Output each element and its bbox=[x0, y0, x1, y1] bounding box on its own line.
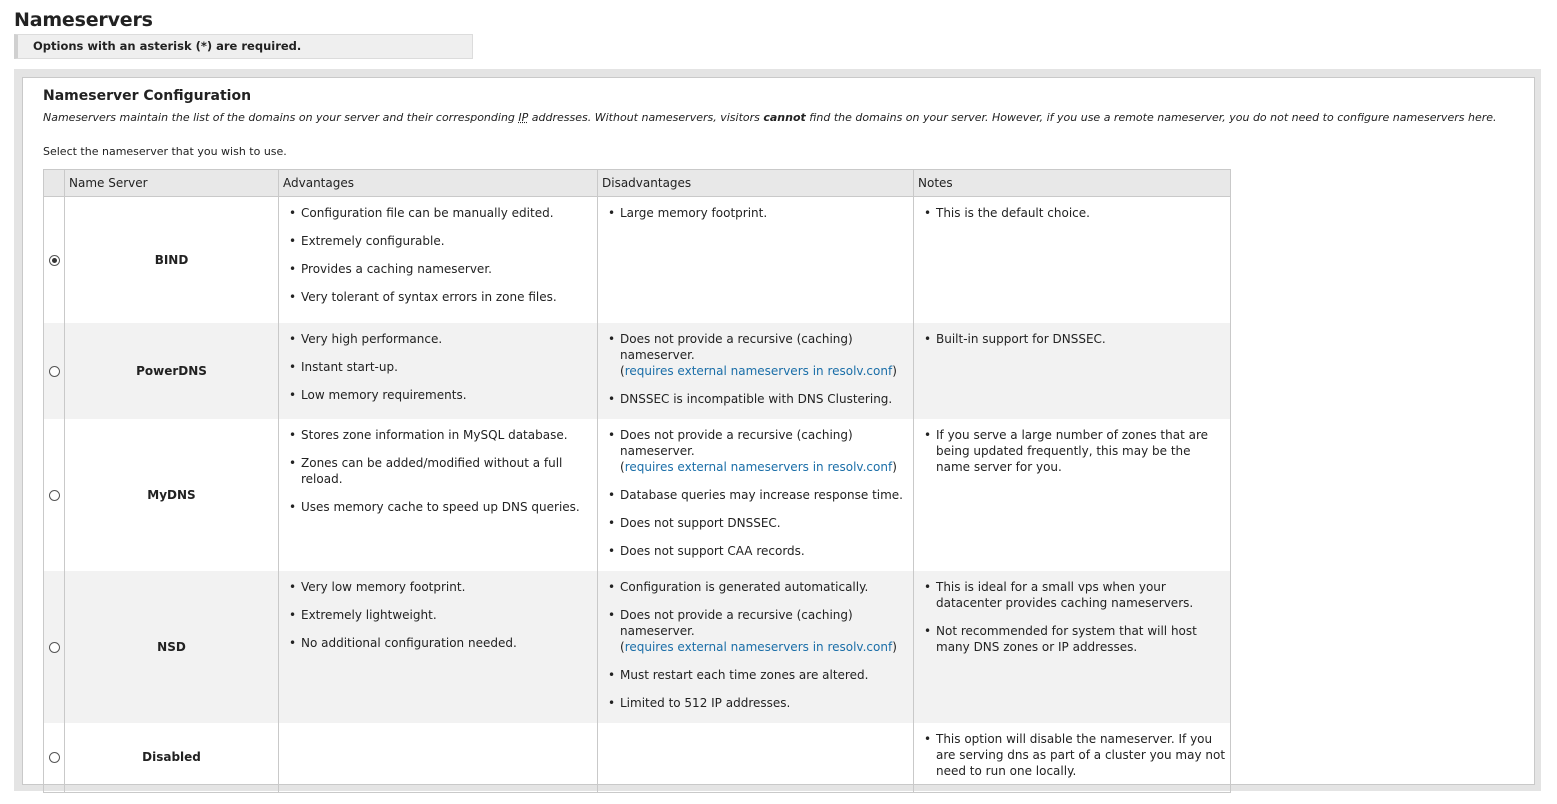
radio-cell bbox=[44, 723, 65, 793]
advantages-cell bbox=[279, 571, 598, 723]
radio-mydns[interactable] bbox=[49, 490, 60, 501]
list-item: • Does not support CAA records. bbox=[608, 543, 909, 559]
table-row-disabled bbox=[44, 723, 1231, 793]
list-item: • Zones can be added/modified without a full reload. bbox=[289, 455, 593, 487]
list-item: • Low memory requirements. bbox=[289, 387, 593, 403]
list-item-text: Does not provide a recursive (caching) nameserver. bbox=[620, 331, 853, 362]
notes-cell bbox=[914, 197, 1231, 323]
section-description bbox=[43, 111, 1497, 124]
list-item: • Does not provide a recursive (caching) nameserver. (requires external nameservers in resolv.conf) bbox=[608, 331, 909, 379]
list-item: • Provides a caching nameserver. bbox=[289, 261, 593, 277]
list-item: • This is the default choice. bbox=[924, 205, 1226, 221]
list-item: • This option will disable the nameserver. If you are serving dns as part of a cluster you may not need to run one locally. bbox=[924, 731, 1226, 779]
radio-nsd[interactable] bbox=[49, 642, 60, 653]
required-note: Options with an asterisk (*) are required. bbox=[14, 34, 473, 59]
notes-cell bbox=[914, 419, 1231, 571]
list-item: • Stores zone information in MySQL database. bbox=[289, 427, 593, 443]
table-row-powerdns bbox=[44, 323, 1231, 419]
table-row-mydns bbox=[44, 419, 1231, 571]
list-item: • If you serve a large number of zones that are being updated frequently, this may be the name server for you. bbox=[924, 427, 1226, 475]
table-header-row bbox=[44, 170, 1231, 197]
advantages-list bbox=[279, 571, 597, 663]
disadvantages-cell bbox=[598, 571, 914, 723]
notes-list bbox=[914, 323, 1230, 359]
list-item: • Database queries may increase response time. bbox=[608, 487, 909, 503]
advantages-list bbox=[279, 323, 597, 415]
section-title: Nameserver Configuration bbox=[43, 88, 252, 104]
notes-list bbox=[914, 723, 1230, 791]
radio-cell bbox=[44, 323, 65, 419]
list-item: • Very high performance. bbox=[289, 331, 593, 347]
config-panel-frame bbox=[14, 69, 1541, 791]
list-item-text: Does not provide a recursive (caching) nameserver. bbox=[620, 607, 853, 638]
description-text: find the domains on your server. However, if you use a remote nameserver, you do not need to configure nameservers here. bbox=[805, 111, 1497, 124]
list-item: • Limited to 512 IP addresses. bbox=[608, 695, 909, 711]
list-item: • Built-in support for DNSSEC. bbox=[924, 331, 1226, 347]
description-text: addresses. Without nameservers, visitors bbox=[528, 111, 764, 124]
header-name-server: Name Server bbox=[65, 170, 279, 197]
list-item: • Uses memory cache to speed up DNS queries. bbox=[289, 499, 593, 515]
list-item: • Extremely lightweight. bbox=[289, 607, 593, 623]
resolv-conf-link[interactable]: requires external nameservers in resolv.conf bbox=[624, 639, 893, 654]
page-title: Nameservers bbox=[14, 9, 153, 31]
notes-cell bbox=[914, 571, 1231, 723]
disadvantages-cell bbox=[598, 323, 914, 419]
advantages-cell bbox=[279, 419, 598, 571]
header-select bbox=[44, 170, 65, 197]
list-item: • Does not support DNSSEC. bbox=[608, 515, 909, 531]
nameserver-name: MyDNS bbox=[65, 419, 279, 571]
disadvantages-cell bbox=[598, 723, 914, 793]
resolv-conf-link[interactable]: requires external nameservers in resolv.conf bbox=[624, 363, 893, 378]
nameserver-name: Disabled bbox=[65, 723, 279, 793]
advantages-list bbox=[279, 419, 597, 527]
disadvantages-list bbox=[598, 419, 913, 571]
disadvantages-list bbox=[598, 571, 913, 723]
list-item: • Configuration file can be manually edited. bbox=[289, 205, 593, 221]
advantages-cell bbox=[279, 723, 598, 793]
list-item: • Very tolerant of syntax errors in zone files. bbox=[289, 289, 593, 305]
list-item: • Very low memory footprint. bbox=[289, 579, 593, 595]
header-disadvantages: Disadvantages bbox=[598, 170, 914, 197]
list-item: • No additional configuration needed. bbox=[289, 635, 593, 651]
list-item: • This is ideal for a small vps when your datacenter provides caching nameservers. bbox=[924, 579, 1226, 611]
radio-cell bbox=[44, 419, 65, 571]
radio-cell bbox=[44, 571, 65, 723]
disadvantages-list bbox=[598, 323, 913, 419]
disadvantages-cell bbox=[598, 419, 914, 571]
nameserver-name: PowerDNS bbox=[65, 323, 279, 419]
list-item-text: Does not provide a recursive (caching) nameserver. bbox=[620, 427, 853, 458]
radio-disabled[interactable] bbox=[49, 752, 60, 763]
header-notes: Notes bbox=[914, 170, 1231, 197]
list-item: • DNSSEC is incompatible with DNS Clustering. bbox=[608, 391, 909, 407]
list-item: • Large memory footprint. bbox=[608, 205, 909, 221]
radio-bind[interactable] bbox=[49, 255, 60, 266]
description-text: Nameservers maintain the list of the domains on your server and their corresponding bbox=[43, 111, 519, 124]
list-item: • Extremely configurable. bbox=[289, 233, 593, 249]
list-item: • Instant start-up. bbox=[289, 359, 593, 375]
table-row-bind bbox=[44, 197, 1231, 323]
disadvantages-cell bbox=[598, 197, 914, 323]
radio-powerdns[interactable] bbox=[49, 366, 60, 377]
list-item: • Not recommended for system that will host many DNS zones or IP addresses. bbox=[924, 623, 1226, 655]
table-row-nsd bbox=[44, 571, 1231, 723]
notes-cell bbox=[914, 723, 1231, 793]
advantages-cell bbox=[279, 197, 598, 323]
notes-list bbox=[914, 419, 1230, 487]
notes-cell bbox=[914, 323, 1231, 419]
notes-list bbox=[914, 197, 1230, 233]
nameserver-name: BIND bbox=[65, 197, 279, 323]
notes-list bbox=[914, 571, 1230, 667]
resolv-conf-link[interactable]: requires external nameservers in resolv.conf bbox=[624, 459, 893, 474]
list-item: • Configuration is generated automatically. bbox=[608, 579, 909, 595]
radio-cell bbox=[44, 197, 65, 323]
ip-abbreviation: IP bbox=[518, 111, 529, 124]
advantages-cell bbox=[279, 323, 598, 419]
list-item: • Does not provide a recursive (caching) nameserver. (requires external nameservers in resolv.conf) bbox=[608, 427, 909, 475]
description-emphasis: cannot bbox=[763, 111, 806, 124]
list-item: • Does not provide a recursive (caching) nameserver. (requires external nameservers in resolv.conf) bbox=[608, 607, 909, 655]
advantages-list bbox=[279, 197, 597, 317]
config-panel bbox=[22, 77, 1535, 785]
header-advantages: Advantages bbox=[279, 170, 598, 197]
nameserver-table bbox=[43, 169, 1231, 793]
disadvantages-list bbox=[598, 197, 913, 233]
nameserver-name: NSD bbox=[65, 571, 279, 723]
list-item: • Must restart each time zones are altered. bbox=[608, 667, 909, 683]
select-prompt: Select the nameserver that you wish to use. bbox=[43, 145, 287, 158]
